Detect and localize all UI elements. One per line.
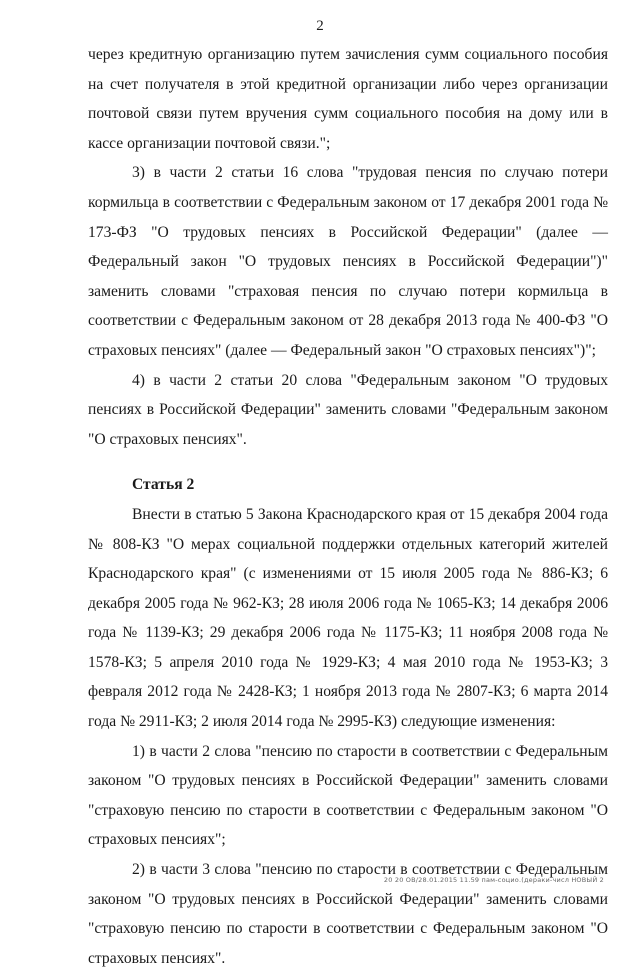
footer-file-stamp: 20 20 ОВ/28.01.2015 11.59 пам-социо.(дераки-числ НОВЫЙ 2 [383,876,604,884]
document-body [88,40,608,973]
article-heading: Статья 2 [132,476,195,494]
paragraph-change-1: 1) в части 2 слова "пенсию по старости в соответствии с Федеральным законом "О трудовых пенсиях в Российской Федерации" заменить словами "страховую пенсию по старости в соответствии с Федеральным законом "О страховых пенсиях"; [88,742,608,849]
paragraph-continuation: через кредитную организацию путем зачисления сумм социального пособия на счет получателя в этой кредитной организации либо через организации почтовой связи путем вручения сумм социального пособия на дому или в кассе организации почтовой связи."; [88,46,608,152]
paragraph-change-2: 2) в части 3 слова "пенсию по старости в соответствии с Федеральным законом "О трудовых пенсиях в Российской Федерации" заменить словами "страховую пенсию по старости в соответствии с Федеральным законом "О страховых пенсиях". [88,861,608,967]
paragraph-article-intro: Внести в статью 5 Закона Краснодарского края от 15 декабря 2004 года № 808-КЗ "О мерах социальной поддержки отдельных категорий жителей Краснодарского края" (с изменениями от 15 июля 2005 года № 886-КЗ; 6 декабря 2005 года № 962-КЗ; 28 июля 2006 года № 1065-КЗ; 14 декабря 2006 года № 1139-КЗ; 29 декабря 2006 года № 1175-КЗ; 11 ноября 2008 года № 1578-КЗ; 5 апреля 2010 года № 1929-КЗ; 4 мая 2010 года № 1953-КЗ; 3 февраля 2012 года № 2428-КЗ; 1 ноября 2013 года № 2807-КЗ; 6 марта 2014 года № 2911-КЗ; 2 июля 2014 года № 2995-КЗ) следующие изменения: [88,505,608,731]
page-number: 2 [316,18,324,34]
section-spacer [88,454,608,470]
paragraph-item-4: 4) в части 2 статьи 20 слова "Федеральным законом "О трудовых пенсиях в Российской Федерации" заменить словами "Федеральным законом "О страховых пенсиях". [88,371,608,448]
paragraph-item-3: 3) в части 2 статьи 16 слова "трудовая пенсия по случаю потери кормильца в соответствии с Федеральным законом от 17 декабря 2001 года № 173-ФЗ "О трудовых пенсиях в Российской Федерации" (далее — Федеральный закон "О трудовых пенсиях в Российской Федерации")" заменить словами "страховая пенсия по случаю потери кормильца в соответствии с Федеральным законом от 28 декабря 2013 года № 400-ФЗ "О страховых пенсиях" (далее — Федеральный закон "О страховых пенсиях")"; [88,164,608,359]
